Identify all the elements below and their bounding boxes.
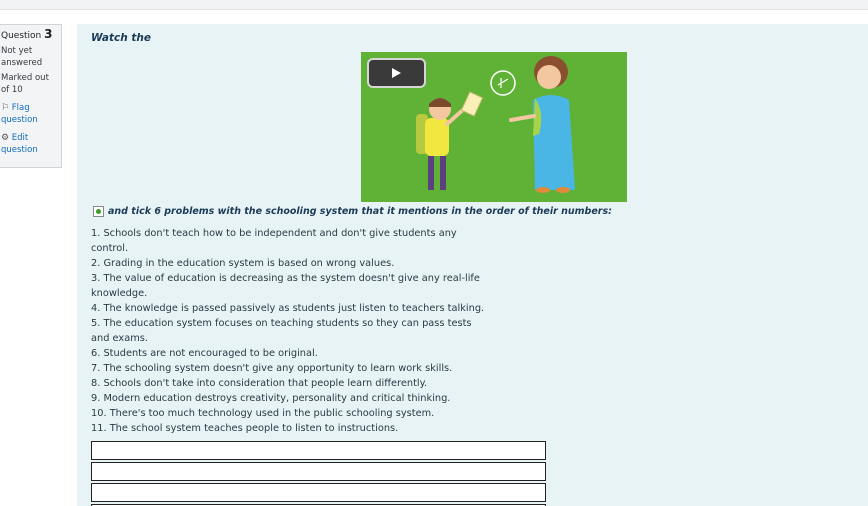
question-number: [1, 28, 57, 42]
list-item: 6. Students are not encouraged to be original.: [91, 348, 318, 359]
teacher-illustration: [511, 56, 575, 193]
question-content: [77, 24, 868, 506]
list-item: 1. Schools don't teach how to be independent and don't give students any control.: [91, 228, 457, 254]
options-list: [91, 226, 491, 436]
question-info-panel: [0, 24, 62, 168]
list-item: 9. Modern education destroys creativity, personality and critical thinking.: [91, 393, 451, 404]
gear-icon: ⚙: [1, 133, 10, 143]
question-title: Watch the: [91, 32, 151, 44]
edit-question-label: Edit question: [1, 133, 38, 155]
list-item: 7. The schooling system doesn't give any opportunity to learn work skills.: [91, 363, 453, 374]
answer-input-1[interactable]: [91, 441, 546, 460]
list-item: 11. The school system teaches people to listen to instructions.: [91, 423, 399, 434]
instruction-text: [93, 206, 612, 217]
answer-input-3[interactable]: [91, 483, 546, 502]
list-item: 2. Grading in the education system is based on wrong values.: [91, 258, 395, 269]
question-label: Question: [1, 31, 42, 41]
video-player[interactable]: [361, 52, 627, 202]
answer-input-2[interactable]: [91, 462, 546, 481]
boy-illustration: [416, 92, 483, 190]
play-icon: [390, 67, 402, 79]
list-item: 5. The education system focuses on teaching students so they can pass tests and exams.: [91, 318, 472, 344]
download-icon[interactable]: [93, 206, 104, 217]
list-item: 4. The knowledge is passed passively as students just listen to teachers talking.: [91, 303, 485, 314]
instruction-label: and tick 6 problems with the schooling system that it mentions in the order of their numbers:: [108, 206, 612, 217]
list-item: 3. The value of education is decreasing as the system doesn't give any real-life knowledge.: [91, 273, 480, 299]
flag-question-link[interactable]: [1, 102, 57, 126]
list-item: 8. Schools don't take into consideration that people learn differently.: [91, 378, 428, 389]
flag-icon: ⚐: [1, 103, 10, 113]
flag-question-label: Flag question: [1, 103, 38, 125]
play-button[interactable]: [367, 58, 426, 88]
question-number-value: 3: [44, 27, 53, 41]
list-item: 10. There's too much technology used in the public schooling system.: [91, 408, 435, 419]
top-bar: [0, 0, 868, 10]
question-status: Not yet answered: [1, 46, 43, 68]
edit-question-link[interactable]: [1, 132, 57, 156]
question-grade: Marked out of 10: [1, 73, 49, 95]
